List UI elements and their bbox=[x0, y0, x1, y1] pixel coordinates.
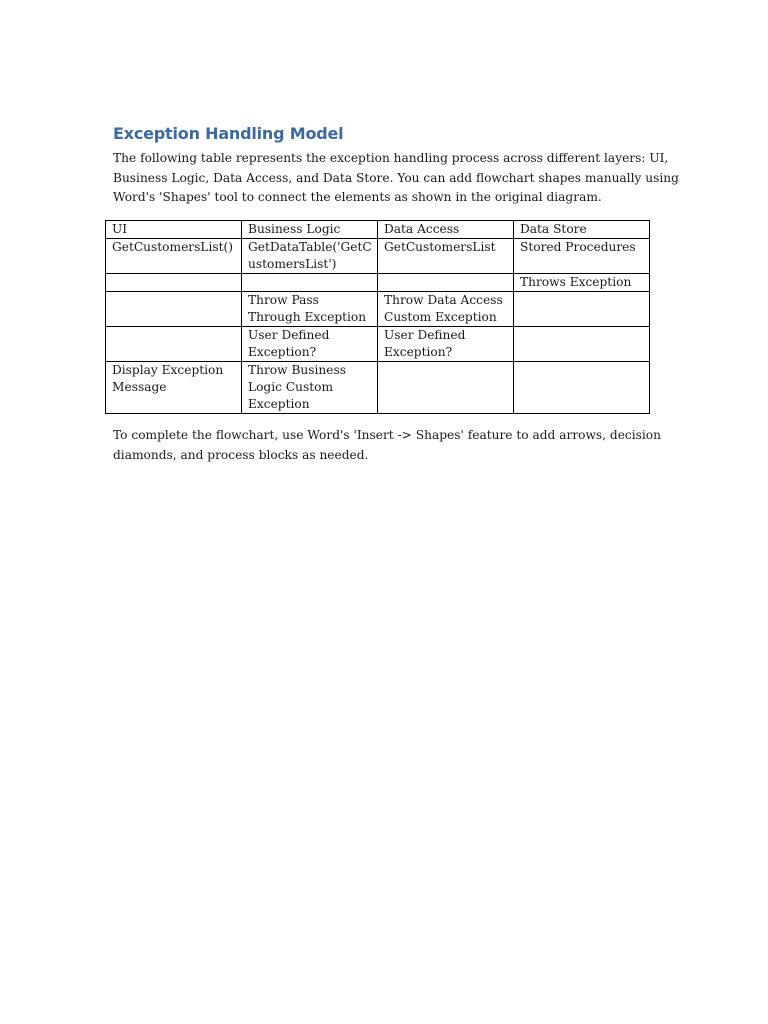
cell-text-line: Custom Exception bbox=[384, 310, 497, 324]
cell-text-line: User Defined bbox=[248, 328, 330, 342]
cell-text-line: User Defined bbox=[384, 328, 466, 342]
table-cell bbox=[106, 292, 242, 327]
table-cell bbox=[106, 362, 242, 414]
column-header-label: UI bbox=[112, 222, 128, 236]
outro-line: To complete the flowchart, use Word's 'Insert -> Shapes' feature to add arrows, decision bbox=[113, 428, 661, 442]
table-cell bbox=[514, 274, 650, 292]
table-cell bbox=[242, 292, 378, 327]
cell-text-line: Exception bbox=[248, 397, 310, 411]
table-cell bbox=[514, 292, 650, 327]
table-cell bbox=[514, 362, 650, 414]
outro-paragraph bbox=[113, 426, 661, 465]
outro-line: diamonds, and process blocks as needed. bbox=[113, 447, 369, 462]
table-row bbox=[106, 274, 650, 292]
cell-text-line: Through Exception bbox=[248, 310, 367, 324]
exception-handling-table bbox=[105, 220, 650, 414]
intro-line: The following table represents the exception handling process across different layers: UI, bbox=[113, 151, 669, 165]
intro-line: Word's 'Shapes' tool to connect the elements as shown in the original diagram. bbox=[113, 190, 602, 204]
table-row bbox=[106, 362, 650, 414]
table-cell bbox=[106, 239, 242, 274]
cell-text-line: Exception? bbox=[248, 345, 317, 359]
table-body bbox=[106, 221, 650, 414]
document-title: Exception Handling Model bbox=[113, 124, 344, 143]
cell-text-line: GetCustomersList() bbox=[112, 240, 234, 254]
cell-text-line: Stored Procedures bbox=[520, 240, 636, 254]
cell-text-line: Logic Custom bbox=[248, 380, 334, 394]
cell-text-line: Throw Business bbox=[248, 363, 346, 377]
table-header-cell bbox=[106, 221, 242, 239]
table-header-row bbox=[106, 221, 650, 239]
table-cell bbox=[514, 327, 650, 362]
cell-text-line: Throw Pass bbox=[248, 293, 319, 307]
cell-text-line: Display Exception bbox=[112, 363, 224, 377]
table-cell bbox=[242, 274, 378, 292]
table-header-cell bbox=[514, 221, 650, 239]
cell-text-line: GetDataTable('GetC bbox=[248, 240, 372, 254]
column-header-label: Data Store bbox=[520, 222, 587, 236]
table-cell bbox=[378, 239, 514, 274]
cell-text-line: Message bbox=[112, 380, 167, 394]
table-cell bbox=[242, 327, 378, 362]
table-header-cell bbox=[378, 221, 514, 239]
table-cell bbox=[106, 274, 242, 292]
cell-text-line: Throws Exception bbox=[520, 275, 632, 289]
column-header-label: Data Access bbox=[384, 222, 460, 236]
cell-text-line: ustomersList') bbox=[248, 257, 337, 271]
cell-text-line: Exception? bbox=[384, 345, 453, 359]
table-cell bbox=[242, 362, 378, 414]
cell-text-line: Throw Data Access bbox=[384, 293, 503, 307]
table-cell bbox=[378, 362, 514, 414]
cell-text-line: GetCustomersList bbox=[384, 240, 496, 254]
table-row bbox=[106, 327, 650, 362]
intro-paragraph bbox=[113, 149, 679, 208]
table-header-cell bbox=[242, 221, 378, 239]
table-cell bbox=[514, 239, 650, 274]
table-cell bbox=[378, 327, 514, 362]
table-row bbox=[106, 292, 650, 327]
table-row bbox=[106, 239, 650, 274]
table-cell bbox=[378, 292, 514, 327]
column-header-label: Business Logic bbox=[248, 222, 341, 236]
table-cell bbox=[106, 327, 242, 362]
table-cell bbox=[378, 274, 514, 292]
table-cell bbox=[242, 239, 378, 274]
intro-line: Business Logic, Data Access, and Data Store. You can add flowchart shapes manually using bbox=[113, 170, 679, 185]
